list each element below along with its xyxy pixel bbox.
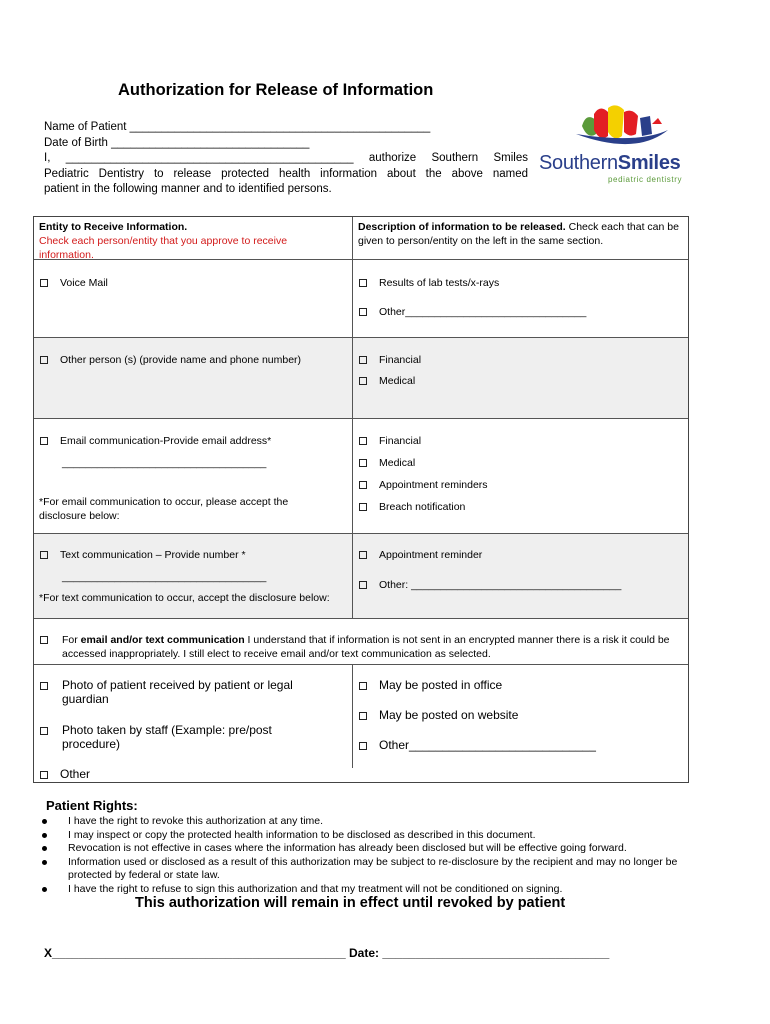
list-item: I have the right to refuse to sign this authorization and that my treatment will not be conditioned on signing. [40,883,720,897]
email-checkbox[interactable]: Email communication-Provide email address* [40,435,271,447]
disclosure-checkbox[interactable]: For email and/or text communication I understand that if information is not sent in an encrypted manner there is a risk it could be accessed inappropriately. I still elect to receive email and/or text communication as selected. [40,633,680,661]
text-note: *For text communication to occur, accept the disclosure below: [39,592,330,604]
patient-name-field[interactable]: Name of Patient _______________________________________________ [44,121,431,133]
intro-text: Pediatric Dentistry to release protected health information about the above named [44,167,528,180]
photo-usage-other-checkbox[interactable]: Other____________________________ [359,738,596,752]
photo-staff-checkbox[interactable]: Photo taken by staff (Example: pre/post procedure) [40,723,330,751]
authorization-table [33,216,689,783]
text-other-checkbox[interactable]: Other: ____________________________________ [359,579,621,591]
voice-mail-other-checkbox[interactable]: Other_______________________________ [359,306,586,318]
intro-text: patient in the following manner and to identified persons. [44,183,332,195]
text-appointment-checkbox[interactable]: Appointment reminder [359,549,482,561]
lab-results-checkbox[interactable]: Results of lab tests/x-rays [359,277,499,289]
voice-mail-checkbox[interactable]: Voice Mail [40,277,108,289]
email-address-field[interactable]: ___________________________________ [62,457,267,469]
photo-patient-checkbox[interactable]: Photo of patient received by patient or legal guardian [40,678,330,706]
email-appointments-checkbox[interactable]: Appointment reminders [359,479,488,491]
effect-statement: This authorization will remain in effect until revoked by patient [135,895,566,911]
post-website-checkbox[interactable]: May be posted on website [359,708,518,722]
list-item: Revocation is not effective in cases where the information has already been disclosed but will be effective going forward. [40,842,720,856]
signature-date-field[interactable]: X____________________________________________ Date: __________________________________ [44,946,610,960]
email-breach-checkbox[interactable]: Breach notification [359,501,465,513]
description-header: Description of information to be released. Check each that can be given to person/entity on the left in the same section. [358,221,679,247]
southern-smiles-logo [536,104,692,186]
other-person-financial-checkbox[interactable]: Financial [359,354,421,366]
email-medical-checkbox[interactable]: Medical [359,457,415,469]
entity-header: Entity to Receive Information. Check each person/entity that you approve to receive information. [39,221,288,261]
page-title: Authorization for Release of Information [118,81,434,99]
list-item: Information used or disclosed as a result of this authorization may be subject to re-disclosure by the recipient and may no longer be protected by federal or state law. [40,856,720,883]
other-person-medical-checkbox[interactable]: Medical [359,375,415,387]
email-note: *For email communication to occur, please accept the disclosure below: [39,496,289,522]
list-item: I may inspect or copy the protected health information to be disclosed as described in this document. [40,829,720,843]
other-person-checkbox[interactable]: Other person (s) (provide name and phone number) [40,354,301,366]
post-office-checkbox[interactable]: May be posted in office [359,678,502,692]
logo-wordmark: SouthernSmiles [539,152,681,174]
smile-teeth-icon [536,104,692,154]
intro-block [44,120,528,198]
list-item: I have the right to revoke this authorization at any time. [40,815,720,829]
patient-rights-list [40,815,720,896]
text-number-field[interactable]: ___________________________________ [62,571,267,583]
authorizer-field[interactable]: I, _____________________________________________ authorize Southern Smiles [44,152,528,164]
email-financial-checkbox[interactable]: Financial [359,435,421,447]
text-checkbox[interactable]: Text communication – Provide number * [40,549,246,561]
photo-other-checkbox[interactable]: Other [40,767,90,781]
date-of-birth-field[interactable]: Date of Birth _______________________________ [44,136,310,149]
logo-tagline: pediatric dentistry [608,175,683,184]
patient-rights-title: Patient Rights: [46,798,138,813]
